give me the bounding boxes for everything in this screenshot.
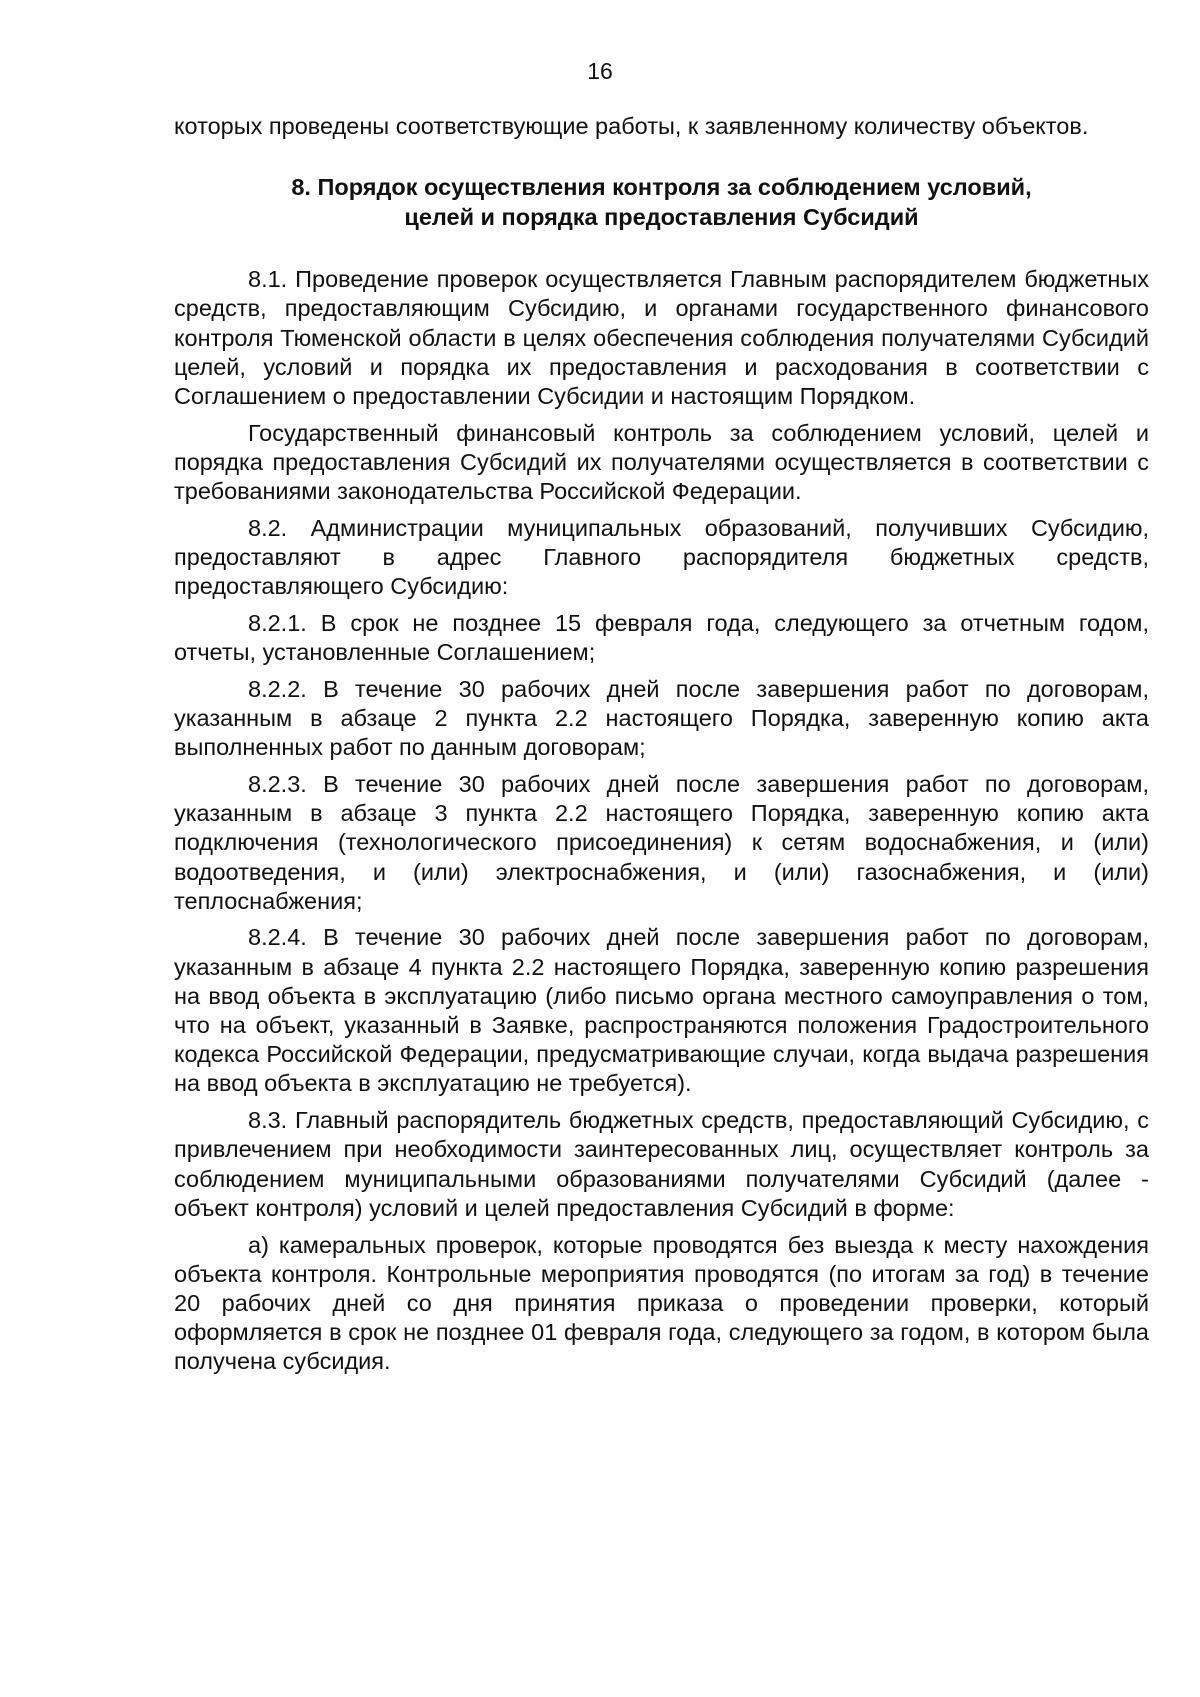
paragraph-8-2-4: 8.2.4. В течение 30 рабочих дней после завершения работ по договорам, указанным в абзаце 4 пункта 2.2 настоящего Порядка, заверенную копию разрешения на ввод объекта в эксплуатацию (либо письмо органа местного самоуправления о том, что на объект, указанный в Заявке, распространяются положения Градостроительного кодекса Российской Федерации, предусматривающие случаи, когда выдача разрешения на ввод объекта в эксплуатацию не требуется). xyxy=(174,924,1149,1097)
page-number: 16 xyxy=(587,58,613,84)
paragraph-state-control: Государственный финансовый контроль за соблюдением условий, целей и порядка предоставления Субсидий их получателями осуществляется в соответствии с требованиями законодательства Российской Федерации. xyxy=(174,419,1149,505)
paragraph-8-2-3: 8.2.3. В течение 30 рабочих дней после завершения работ по договорам, указанным в абзаце 3 пункта 2.2 настоящего Порядка, заверенную копию акта подключения (технологического присоединения) к сетям водоснабжения, и (или) водоотведения, и (или) электроснабжения, и (или) газоснабжения, и (или) теплоснабжения; xyxy=(174,770,1149,914)
paragraph-8-3-a: а) камеральных проверок, которые проводятся без выезда к месту нахождения объекта контроля. Контрольные мероприятия проводятся (по итогам за год) в течение 20 рабочих дней со дня принятия приказа о проведении проверки, который оформляется в срок не позднее 01 февраля года, следующего за годом, в котором была получена субсидия. xyxy=(174,1231,1149,1375)
section-heading-line-1: 8. Порядок осуществления контроля за соблюдением условий, xyxy=(291,174,1032,201)
paragraph-8-1: 8.1. Проведение проверок осуществляется Главным распорядителем бюджетных средств, предоставляющим Субсидию, и органами государственного финансового контроля Тюменской области в целях обеспечения соблюдения получателями Субсидий целей, условий и порядка их предоставления и расходования в соответствии с Соглашением о предоставлении Субсидии и настоящим Порядком. xyxy=(174,266,1149,410)
paragraph-8-2: 8.2. Администрации муниципальных образований, получивших Субсидию, предоставляют в адрес Главного распорядителя бюджетных средств, предоставляющего Субсидию: xyxy=(174,514,1149,600)
lead-paragraph: которых проведены соответствующие работы, к заявленному количеству объектов. xyxy=(174,113,1089,139)
paragraph-8-2-1: 8.2.1. В срок не позднее 15 февраля года, следующего за отчетным годом, отчеты, установленные Соглашением; xyxy=(174,609,1149,666)
paragraph-8-2-2: 8.2.2. В течение 30 рабочих дней после завершения работ по договорам, указанным в абзаце 2 пункта 2.2 настоящего Порядка, заверенную копию акта выполненных работ по данным договорам; xyxy=(174,675,1149,761)
section-heading-line-2: целей и порядка предоставления Субсидий xyxy=(404,204,919,231)
paragraph-8-3: 8.3. Главный распорядитель бюджетных средств, предоставляющий Субсидию, с привлечением при необходимости заинтересованных лиц, осуществляет контроль за соблюдением муниципальными образованиями получателями Субсидий (далее - объект контроля) условий и целей предоставления Субсидий в форме: xyxy=(174,1107,1149,1221)
document-body xyxy=(174,112,1149,1384)
section-heading xyxy=(174,172,1149,232)
